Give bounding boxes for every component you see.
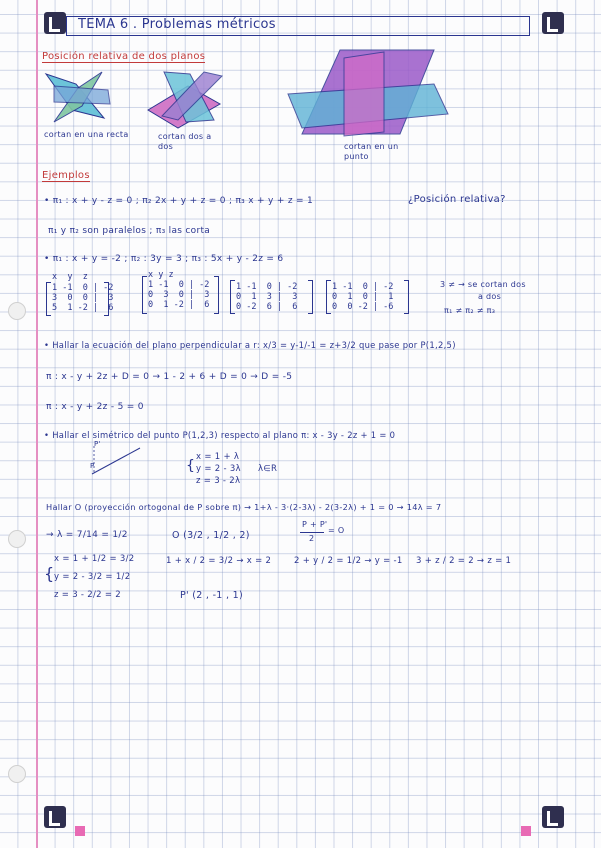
matrix-bracket — [404, 280, 409, 314]
ex3-statement: • Hallar la ecuación del plano perpendicular a r: x/3 = y-1/-1 = z+3/2 que pase por P(1,2,5) — [44, 340, 456, 350]
corner-mark-icon — [44, 806, 66, 828]
sol-z: 3 + z / 2 = 2 → z = 1 — [416, 556, 512, 566]
param-x: x = 1 + λ — [196, 452, 240, 462]
margin-line — [36, 0, 38, 848]
param-z: z = 3 - 2λ — [196, 476, 241, 486]
matrix-bracket — [214, 276, 219, 314]
ex3-line1: π : x - y + 2z + D = 0 → 1 - 2 + 6 + D = 0 → D = -5 — [46, 372, 293, 382]
matrix-c: 1 -1 0 | -2 0 1 3 | 3 0 -2 6 | 6 — [236, 282, 298, 312]
ex2-note3: π₁ ≠ π₂ ≠ π₃ — [444, 306, 496, 315]
page-title: TEMA 6 . Problemas métricos — [78, 17, 276, 32]
punch-hole — [8, 530, 26, 548]
planes-point-drawing — [284, 44, 450, 140]
ex1-equations: • π₁ : x + y - z = 0 ; π₂ 2x + y + z = 0 ; π₃ x + y + z = 1 — [44, 196, 314, 206]
examples-heading: Ejemplos — [42, 170, 90, 181]
ex2-labels: x y z — [52, 272, 88, 282]
ex1-question: ¿Posición relativa? — [408, 194, 506, 205]
midpoint-eq: = O — [328, 526, 345, 535]
sys-z: z = 3 - 2/2 = 2 — [54, 590, 121, 600]
punch-hole — [8, 302, 26, 320]
corner-mark-icon — [542, 12, 564, 34]
matrix-bracket — [230, 280, 235, 314]
matrix-bracket — [142, 276, 147, 314]
corner-mark-icon — [44, 12, 66, 34]
section-heading: Posición relativa de dos planos — [42, 51, 206, 62]
ex4-statement: • Hallar el simétrico del punto P(1,2,3) respecto al plano π: x - 3y - 2z + 1 = 0 — [44, 430, 396, 440]
ex2-note2: a dos — [478, 292, 502, 301]
caption-line: cortan en una recta — [44, 130, 129, 139]
sys-x: x = 1 + 1/2 = 3/2 — [54, 554, 135, 564]
ex1-answer: π₁ y π₂ son paralelos ; π₃ las corta — [48, 226, 211, 236]
fraction-line — [300, 532, 324, 533]
ex4-hallar: Hallar O (proyección ortogonal de P sobre π) → 1+λ - 3·(2-3λ) - 2(3-2λ) + 1 = 0 → 14λ = 7 — [46, 502, 442, 512]
matrix-bracket — [326, 280, 331, 314]
system-brace: { — [44, 564, 55, 583]
matrix-bracket — [104, 282, 109, 316]
ex2-equations: • π₁ : x + y = -2 ; π₂ : 3y = 3 ; π₃ : 5x + y - 2z = 6 — [44, 254, 284, 264]
sol-y: 2 + y / 2 = 1/2 → y = -1 — [294, 556, 403, 566]
ex4-lambda: → λ = 7/14 = 1/2 — [46, 530, 128, 540]
system-brace: { — [186, 458, 196, 474]
matrix-bracket — [308, 280, 313, 314]
matrix-b: x y z 1 -1 0 | -2 0 3 0 | 3 0 1 -2 | 6 — [148, 270, 210, 310]
punch-hole — [8, 765, 26, 783]
planes-line-drawing — [42, 66, 122, 126]
planes-two-by-two-drawing — [144, 66, 234, 130]
midpoint-den: 2 — [309, 534, 315, 543]
ex2-note1: 3 ≠ → se cortan dos — [440, 280, 526, 289]
midpoint-num: P + P' — [302, 520, 328, 529]
label-p-prime: P' — [94, 440, 101, 448]
lambda-domain: λ∈R — [258, 464, 278, 474]
pink-marker-icon — [75, 826, 85, 836]
sys-y: y = 2 - 3/2 = 1/2 — [54, 572, 131, 582]
corner-mark-icon — [542, 806, 564, 828]
sol-x: 1 + x / 2 = 3/2 → x = 2 — [166, 556, 272, 566]
param-y: y = 2 - 3λ — [196, 464, 241, 474]
ex4-o-point: O (3/2 , 1/2 , 2) — [172, 530, 250, 541]
label-p: P — [90, 462, 95, 470]
pink-marker-icon — [521, 826, 531, 836]
matrix-a: 1 -1 0 | -2 3 0 0 | 3 5 1 -2 | 6 — [52, 283, 114, 313]
matrix-d: 1 -1 0 | -2 0 1 0 | 1 0 0 -2 | -6 — [332, 282, 394, 312]
ex3-line2: π : x - y + 2z - 5 = 0 — [46, 402, 144, 412]
caption-two-by-two: cortan dos a dos — [158, 132, 212, 151]
matrix-bracket — [46, 282, 51, 316]
ex4-result: P' (2 , -1 , 1) — [180, 590, 243, 601]
caption-point: cortan en un punto — [344, 142, 399, 161]
